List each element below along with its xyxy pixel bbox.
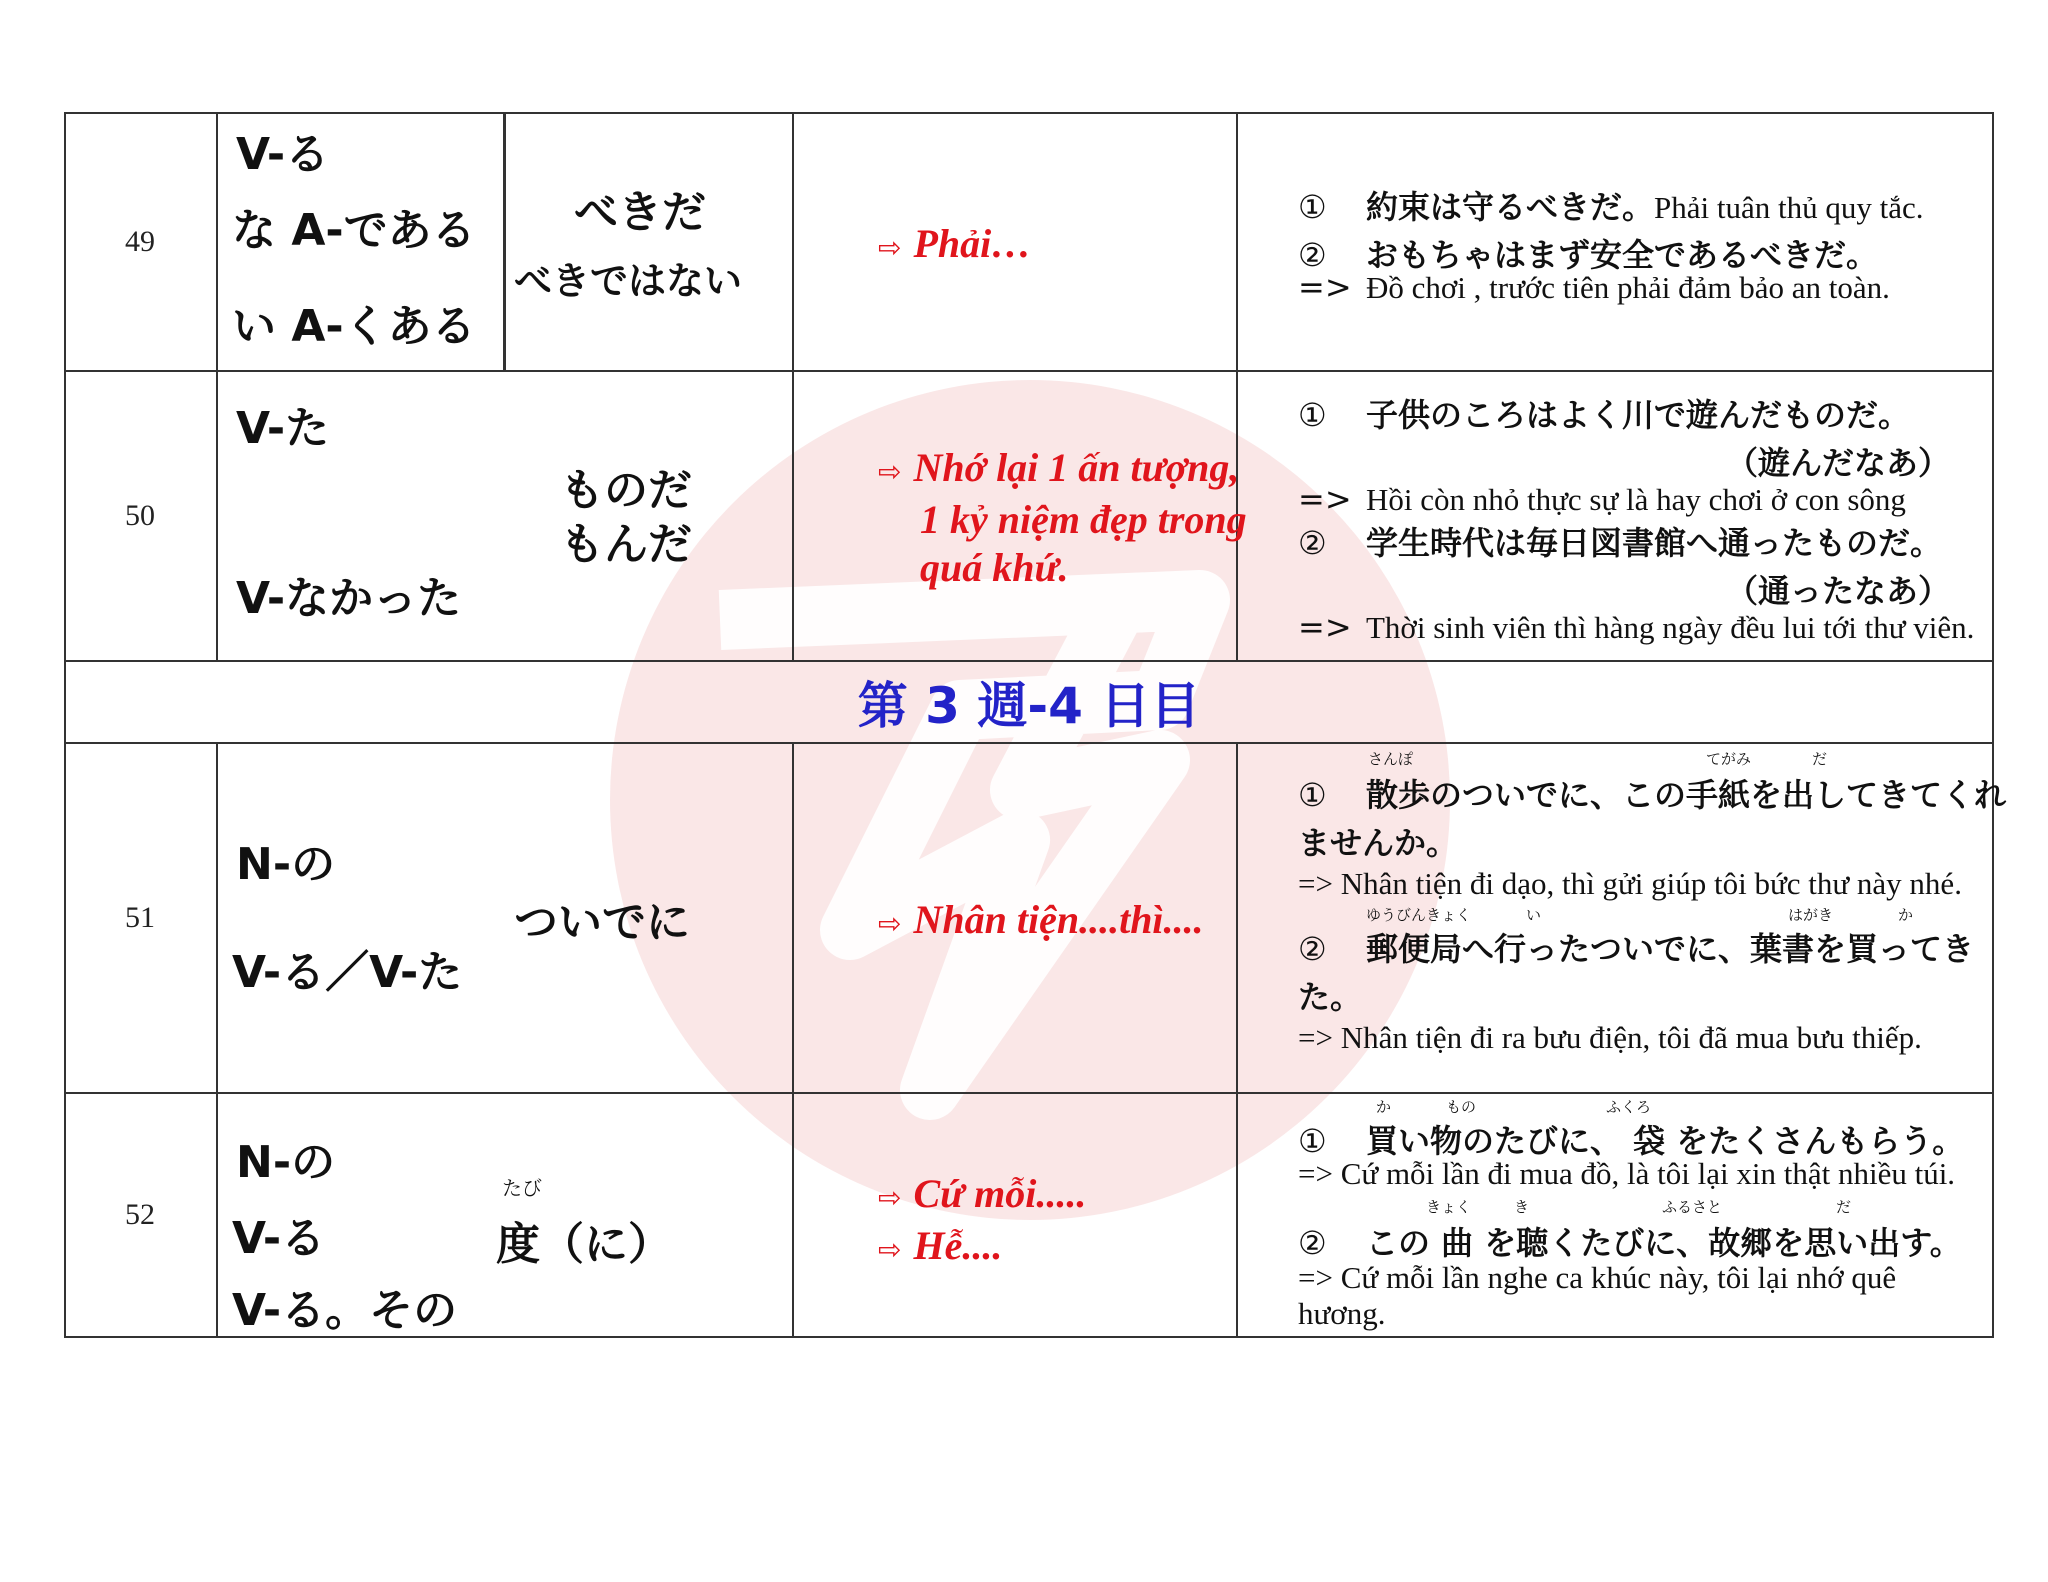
row-number: 50 [125,499,155,532]
form-label: V-た [236,403,330,454]
arrow-icon: ⇨ [878,231,902,264]
example-marker: => [1298,608,1352,646]
furigana: き [1514,1198,1530,1216]
form-label: V-る [236,129,330,180]
example-jp: 子供のころはよく川で遊んだものだ。 [1366,396,1911,434]
meaning-text: ⇨ Phải… [878,221,1032,266]
example-jp: おもちゃはまず安全であるべきだ。 [1366,236,1879,274]
example-marker: ① [1298,188,1327,226]
grammar-row-51 [64,742,2007,1094]
meaning-text: ⇨ Nhớ lại 1 ấn tượng, 1 kỷ niệm đẹp trong quá khứ. [878,445,1247,590]
example-vn: => Cứ mỗi lần đi mua đồ, là tôi lại xin thật nhiều túi. [1298,1156,1956,1191]
example-vn: Thời sinh viên thì hàng ngày đều lui tới thư viên. [1366,610,1975,645]
grammar-pattern: ついでに [514,897,690,948]
grammar-pattern: もんだ [560,519,692,570]
furigana: はがき [1788,906,1834,924]
furigana: か [1376,1098,1392,1116]
arrow-icon: ⇨ [878,455,902,488]
example-jp: 買い物のたびに、 袋 をたくさんもらう。 [1366,1122,1965,1160]
furigana: さんぽ [1368,750,1414,768]
example-marker: ① [1298,1122,1327,1160]
grammar-row-50 [64,370,1994,662]
form-label: V-る／V-た [232,947,463,998]
grammar-pattern: べきではない [514,259,743,303]
furigana: たび [502,1176,542,1200]
furigana: だ [1812,750,1828,768]
furigana: きょく [1426,1198,1472,1216]
grammar-row-52 [64,1092,1994,1338]
grammar-pattern: 度（に） [496,1219,672,1270]
arrow-icon: ⇨ [878,1181,902,1214]
example-jp: 学生時代は毎日図書館へ通ったものだ。 [1366,524,1943,562]
example-marker: ② [1298,1224,1327,1262]
furigana: もの [1446,1098,1477,1116]
row-number: 52 [125,1198,155,1231]
example-jp: 散歩のついでに、この手紙を出してきてくれ [1366,776,2007,814]
grammar-pattern: ものだ [560,465,692,516]
example-jp: （遊んだなあ） [1726,444,1951,482]
example-jp: （通ったなあ） [1726,572,1951,610]
form-label: V-なかった [236,573,462,624]
furigana: い [1526,906,1542,924]
example-jp: この 曲 を聴くたびに、故郷を思い出す。 [1366,1224,1962,1262]
arrow-icon: ⇨ [878,1233,902,1266]
meaning-text: ⇨ Nhân tiện....thì.... [878,897,1204,942]
furigana: ふるさと [1662,1198,1723,1216]
example-vn: => Nhân tiện đi dạo, thì gửi giúp tôi bức thư này nhé. [1298,866,1962,901]
arrow-icon: ⇨ [878,907,902,940]
example-jp: た。 [1298,978,1363,1016]
furigana: てがみ [1706,750,1752,768]
example-jp: 約束は守るべきだ。 [1366,188,1655,226]
example-jp: ませんか。 [1298,824,1459,862]
example-vn: => Cứ mỗi lần nghe ca khúc này, tôi lại nhớ quê [1298,1260,1897,1295]
example-vn: hương. [1298,1296,1386,1331]
meaning-text: ⇨ Cứ mỗi..... ⇨ Hễ.... [878,1171,1087,1268]
example-jp: 郵便局へ行ったついでに、葉書を買ってき [1366,930,1975,968]
form-label: V-る。その [232,1285,458,1336]
row-number: 49 [125,225,155,258]
example-marker: ② [1298,930,1327,968]
week-header: 第 3 週-4 日目 [857,677,1201,735]
example-marker: => [1298,480,1352,518]
example-marker: => [1298,268,1352,306]
example-marker: ① [1298,776,1327,814]
form-label: N-の [236,839,336,890]
example-vn: => Nhân tiện đi ra bưu điện, tôi đã mua bưu thiếp. [1298,1020,1922,1055]
example-vn: Phải tuân thủ quy tắc. [1654,190,1924,225]
furigana: か [1898,906,1914,924]
example-marker: ② [1298,236,1327,274]
furigana: ふくろ [1606,1098,1652,1116]
furigana: ゆうびんきょく [1366,906,1472,924]
example-marker: ② [1298,524,1327,562]
example-vn: Hồi còn nhỏ thực sự là hay chơi ở con sông [1366,482,1906,517]
row-number: 51 [125,901,155,934]
form-label: N-の [236,1137,336,1188]
form-label: な A-である [232,205,476,256]
example-marker: ① [1298,396,1327,434]
grammar-pattern: べきだ [574,187,706,238]
furigana: だ [1836,1198,1852,1216]
week-header-row [64,660,1994,744]
form-label: い A-くある [232,301,476,352]
form-label: V-る [232,1213,326,1264]
grammar-row-49 [64,112,1994,372]
example-vn: Đồ chơi , trước tiên phải đảm bảo an toàn. [1366,270,1890,305]
